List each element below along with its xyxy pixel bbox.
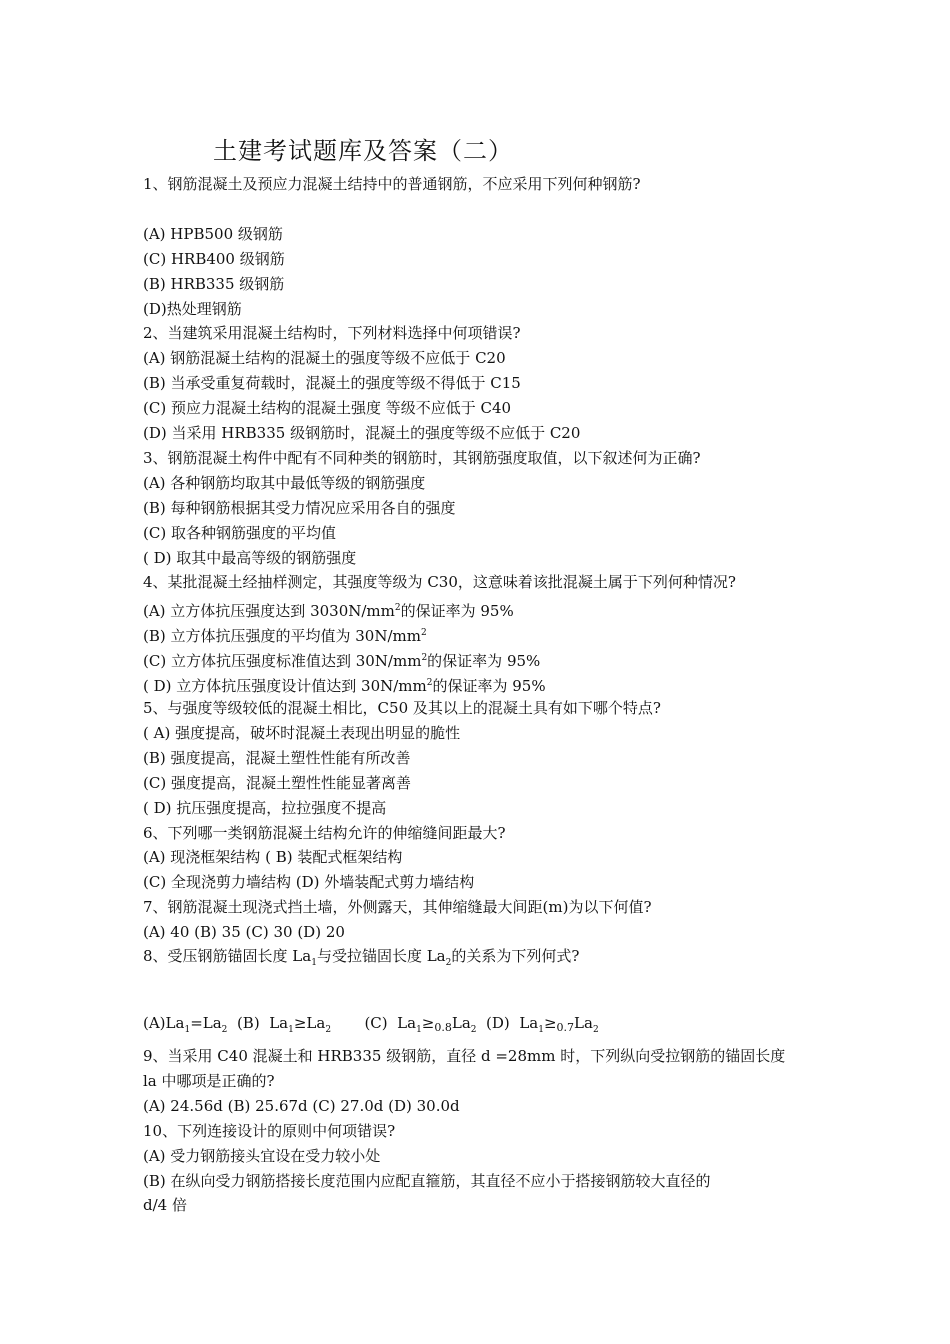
text-line: (C) HRB400 级钢筋: [143, 249, 285, 268]
text-line: (C) 强度提高，混凝土塑性性能显著离善: [143, 773, 411, 792]
text-line: (A) 24.56d (B) 25.67d (C) 27.0d (D) 30.0d: [143, 1096, 460, 1115]
text-line: ( D) 取其中最高等级的钢筋强度: [143, 548, 357, 567]
formula-part: =La: [190, 1014, 222, 1032]
text-line: ( D) 抗压强度提高，拉拉强度不提高: [143, 798, 387, 817]
text-line: d/4 倍: [143, 1196, 187, 1215]
text-line: 1、钢筋混凝土及预应力混凝土结持中的普通钢筋，不应采用下列何种钢筋?: [143, 175, 641, 193]
text-line: (A) 受力钢筋接头宜设在受力较小处: [143, 1146, 381, 1165]
text-line: (C) 取各种钢筋强度的平均值: [143, 523, 336, 542]
text-line: 9、当采用 C40 混凝土和 HRB335 级钢筋，直径 d =28mm 时，下列纵向受拉钢筋的锚固长度: [143, 1047, 786, 1065]
formula-part: 2: [221, 1025, 228, 1035]
formula-part: 1: [288, 1025, 294, 1035]
formula-part: ≥La: [293, 1014, 326, 1032]
formula-part: 0.8: [434, 1021, 452, 1034]
formula-part: 1: [416, 1025, 422, 1035]
text-line: (A) 40 (B) 35 (C) 30 (D) 20: [143, 923, 345, 942]
text-line: (B) 每种钢筋根据其受力情况应采用各自的强度: [143, 498, 456, 517]
formula-part: ≥: [421, 1014, 435, 1032]
text-line: (A) 钢筋混凝土结构的混凝土的强度等级不应低于 C20: [143, 349, 506, 368]
q8-options: [143, 1013, 599, 1040]
text-line: ( A) 强度提高，破坏时混凝土表现出明显的脆性: [143, 723, 461, 742]
q4-option-c: (C) 立方体抗压强度标准值达到 $30N/mm^2$的保证率为 95%: [143, 652, 541, 670]
q4-option-a: (A) 立方体抗压强度达到 $3030N/mm^2$的保证率为 95%: [143, 602, 514, 620]
formula-part: (A)La: [143, 1014, 185, 1032]
text-line: (D) 当采用 HRB335 级钢筋时，混凝土的强度等级不应低于 C20: [143, 424, 581, 442]
formula-part: (B) La: [227, 1014, 289, 1032]
formula-part: 0.7: [556, 1021, 575, 1034]
text-line: 5、与强度等级较低的混凝土相比，C50 及其以上的混凝土具有如下哪个特点?: [143, 699, 661, 717]
text-line: (B) 在纵向受力钢筋搭接长度范围内应配直箍筋，其直径不应小于搭接钢筋较大直径的: [143, 1171, 711, 1190]
text-line: 2、当建筑采用混凝土结构时，下列材料选择中何项错误?: [143, 324, 521, 343]
text-line: (C) 预应力混凝土结构的混凝土强度 等级不应低于 C40: [143, 399, 512, 418]
text-line: 4、某批混凝土经抽样测定，其强度等级为 C30，这意味着该批混凝土属于下列何种情况?: [143, 573, 736, 592]
q4-option-d: ( D) 立方体抗压强度设计值达到 $30N/mm^2$的保证率为 95%: [143, 677, 546, 695]
text-line: (B) 强度提高，混凝土塑性性能有所改善: [143, 748, 411, 767]
text-line: (B) 当承受重复荷载时，混凝土的强度等级不得低于 C15: [143, 374, 521, 393]
formula-part: 2: [325, 1025, 332, 1035]
formula-part: 2: [470, 1025, 477, 1035]
text-line: (A) HPB500 级钢筋: [143, 224, 283, 243]
text-line: 3、钢筋混凝土构件中配有不同种类的钢筋时，其钢筋强度取值，以下叙述何为正确?: [143, 448, 701, 467]
page-title: 土建考试题库及答案（二）: [213, 137, 513, 165]
text-line: (B) HRB335 级钢筋: [143, 274, 285, 293]
formula-part: 2: [592, 1025, 599, 1035]
q4-option-b: (B) 立方体抗压强度的平均值为 $30N/mm^2$: [143, 627, 427, 645]
text-line: 7、钢筋混凝土现浇式挡土墙，外侧露天，其伸缩缝最大间距(m)为以下何值?: [143, 898, 652, 917]
text-line: (C) 全现浇剪力墙结构 (D) 外墙装配式剪力墙结构: [143, 873, 475, 892]
formula-part: (D) La: [476, 1014, 539, 1032]
formula-part: ≥: [543, 1014, 557, 1032]
formula-part: 1: [538, 1025, 544, 1035]
text-line: (A) 各种钢筋均取其中最低等级的钢筋强度: [143, 473, 426, 492]
text-line: 6、下列哪一类钢筋混凝土结构允许的伸缩缝间距最大?: [143, 823, 506, 842]
text-line: (A) 现浇框架结构 ( B) 装配式框架结构: [143, 848, 403, 867]
text-line: 10、下列连接设计的原则中何项错误?: [143, 1121, 396, 1140]
q8-stem: 8、受压钢筋锚固长度 $La_1$与受拉锚固长度 $La_2$的关系为下列何式?: [143, 947, 580, 968]
formula-part: (C) La: [331, 1014, 417, 1032]
formula-part: La: [451, 1014, 471, 1032]
formula-part: 1: [184, 1025, 191, 1035]
formula-part: La: [574, 1014, 593, 1032]
text-line: la 中哪项是正确的?: [143, 1071, 275, 1090]
text-line: (D)热处理钢筋: [143, 299, 242, 318]
